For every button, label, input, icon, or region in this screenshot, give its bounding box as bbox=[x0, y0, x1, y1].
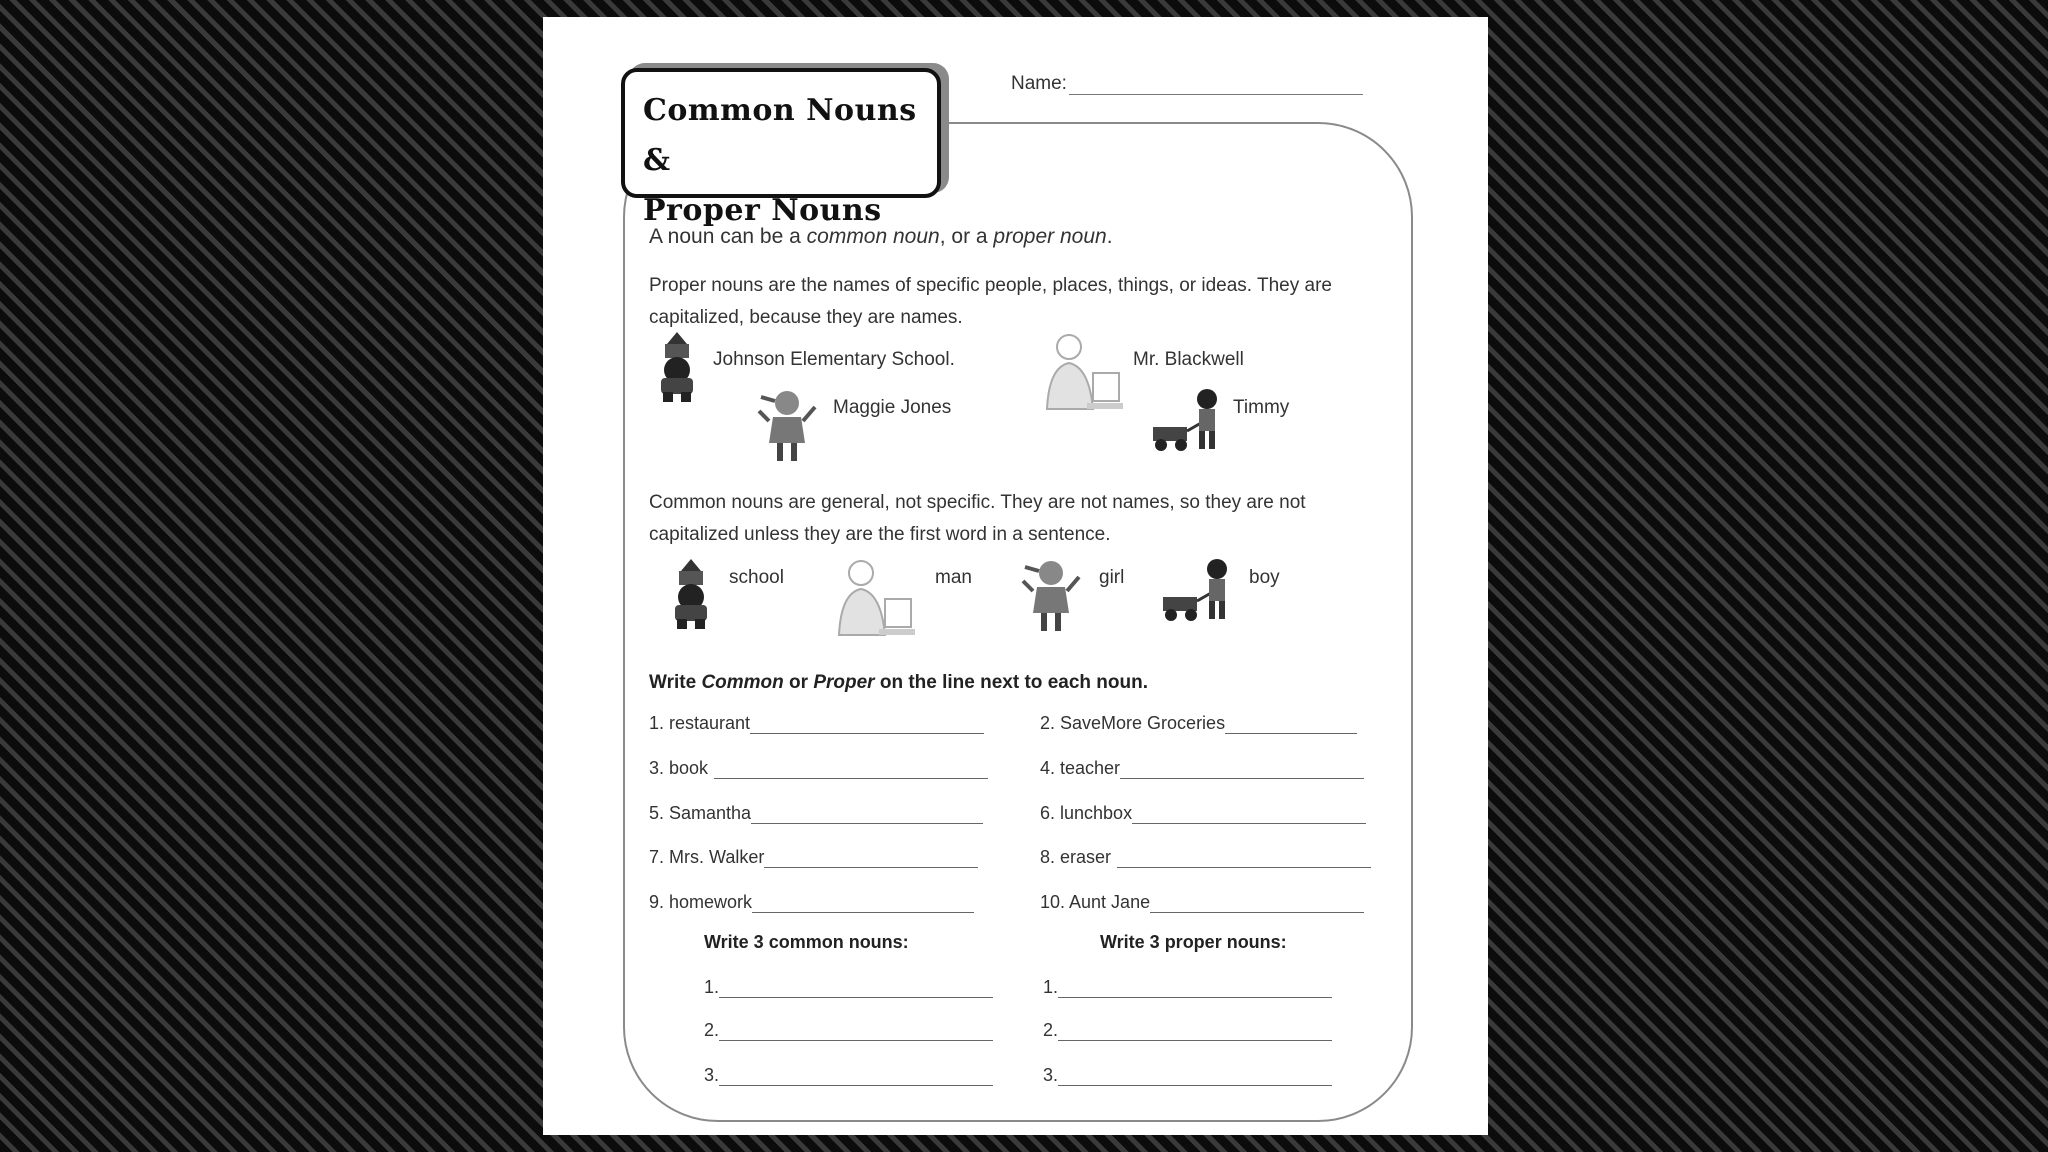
instr-middle: or bbox=[783, 672, 814, 693]
question-3[interactable]: 3. book bbox=[649, 758, 988, 779]
school-clipart-icon bbox=[653, 330, 701, 405]
proper-answer-3[interactable]: 3. bbox=[1043, 1065, 1332, 1086]
answer-line[interactable] bbox=[1058, 979, 1332, 998]
answer-line[interactable] bbox=[764, 849, 978, 868]
example-common-3: girl bbox=[1099, 567, 1125, 588]
question-10[interactable]: 10. Aunt Jane bbox=[1040, 892, 1364, 913]
name-line[interactable] bbox=[1069, 76, 1363, 95]
answer-line[interactable] bbox=[752, 894, 974, 913]
question-7[interactable]: 7. Mrs. Walker bbox=[649, 847, 978, 868]
common-nouns-paragraph: Common nouns are general, not specific. They are not names, so they are not capitalized unless they are the first word in a sentence. bbox=[649, 492, 1306, 545]
answer-line[interactable] bbox=[1132, 805, 1366, 824]
instr-common: Common bbox=[701, 672, 784, 693]
proper-nouns-paragraph: Proper nouns are the names of specific people, places, things, or ideas. They are capitalized, because they are names. bbox=[649, 275, 1332, 328]
question-9[interactable]: 9. homework bbox=[649, 892, 974, 913]
example-proper-1: Johnson Elementary School. bbox=[713, 349, 955, 370]
worksheet-page bbox=[543, 17, 1488, 1135]
proper-answer-2[interactable]: 2. bbox=[1043, 1020, 1332, 1041]
example-common-1: school bbox=[729, 567, 784, 588]
question-8[interactable]: 8. eraser bbox=[1040, 847, 1371, 868]
girl-clipart-icon bbox=[757, 387, 819, 465]
intro-before: A noun can be a bbox=[649, 225, 807, 248]
answer-line[interactable] bbox=[1058, 1067, 1332, 1086]
answer-line[interactable] bbox=[1120, 760, 1364, 779]
example-proper-2: Mr. Blackwell bbox=[1133, 349, 1244, 370]
name-field[interactable] bbox=[1011, 73, 1363, 95]
answer-line[interactable] bbox=[751, 805, 983, 824]
common-answer-3[interactable]: 3. bbox=[704, 1065, 993, 1086]
answer-line[interactable] bbox=[1225, 715, 1357, 734]
intro-term-common: common noun bbox=[806, 225, 940, 248]
man-clipart-icon bbox=[1037, 329, 1127, 421]
answer-line[interactable] bbox=[1117, 849, 1371, 868]
intro-term-proper: proper noun bbox=[993, 225, 1107, 248]
instr-after: on the line next to each noun. bbox=[874, 672, 1148, 693]
title-box bbox=[621, 68, 941, 228]
question-1[interactable]: 1. restaurant bbox=[649, 713, 984, 734]
answer-line[interactable] bbox=[750, 715, 984, 734]
question-6[interactable]: 6. lunchbox bbox=[1040, 803, 1366, 824]
intro-after: . bbox=[1106, 225, 1113, 248]
intro-sentence bbox=[649, 221, 1113, 253]
instr-proper: Proper bbox=[813, 672, 875, 693]
answer-line[interactable] bbox=[1150, 894, 1364, 913]
example-proper-3: Maggie Jones bbox=[833, 397, 952, 418]
title-line-2: Proper Nouns bbox=[643, 193, 882, 228]
boy-clipart-icon bbox=[1149, 387, 1229, 453]
common-answer-2[interactable]: 2. bbox=[704, 1020, 993, 1041]
man-clipart-icon bbox=[829, 555, 919, 647]
girl-clipart-icon bbox=[1021, 557, 1083, 635]
question-2[interactable]: 2. SaveMore Groceries bbox=[1040, 713, 1357, 734]
answer-line[interactable] bbox=[719, 979, 993, 998]
name-label: Name: bbox=[1011, 73, 1067, 94]
instructions bbox=[649, 667, 1148, 699]
question-5[interactable]: 5. Samantha bbox=[649, 803, 983, 824]
common-answer-1[interactable]: 1. bbox=[704, 977, 993, 998]
write-common-heading: Write 3 common nouns: bbox=[704, 932, 909, 952]
write-proper-heading: Write 3 proper nouns: bbox=[1100, 932, 1287, 952]
question-4[interactable]: 4. teacher bbox=[1040, 758, 1364, 779]
instr-before: Write bbox=[649, 672, 702, 693]
boy-clipart-icon bbox=[1159, 557, 1239, 623]
proper-answer-1[interactable]: 1. bbox=[1043, 977, 1332, 998]
answer-line[interactable] bbox=[1058, 1022, 1332, 1041]
title-line-1: Common Nouns & bbox=[643, 93, 917, 178]
example-proper-4: Timmy bbox=[1233, 397, 1290, 418]
example-common-4: boy bbox=[1249, 567, 1280, 588]
intro-middle: , or a bbox=[939, 225, 994, 248]
example-common-2: man bbox=[935, 567, 972, 588]
school-clipart-icon bbox=[667, 557, 715, 632]
answer-line[interactable] bbox=[719, 1067, 993, 1086]
answer-line[interactable] bbox=[719, 1022, 993, 1041]
answer-line[interactable] bbox=[714, 760, 988, 779]
